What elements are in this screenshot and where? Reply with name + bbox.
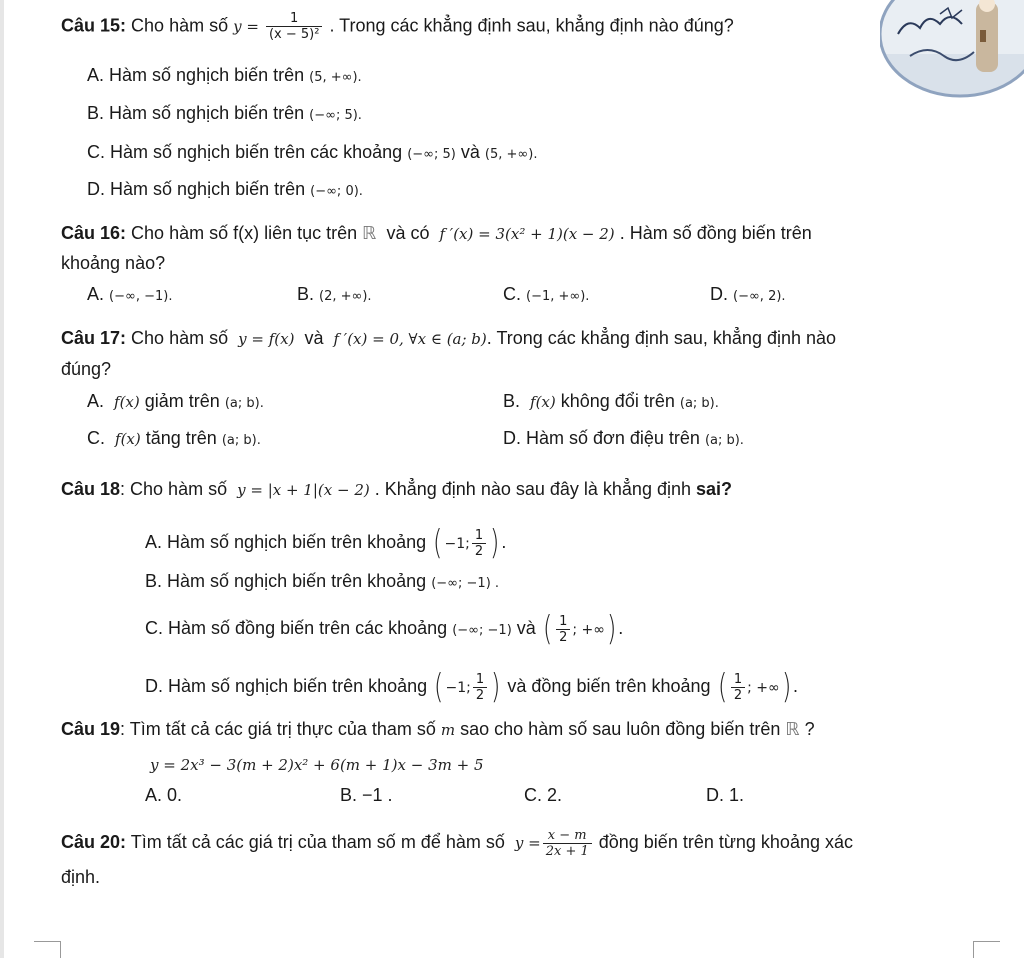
q20-func-fraction: [543, 828, 592, 859]
q18-option-a-num: 1: [474, 527, 484, 543]
q18-option-a-frac: [472, 528, 486, 559]
q18-option-c-right: ; +∞: [572, 622, 605, 638]
q19-intro: : Tìm tất cả các giá trị thực của tham số: [120, 719, 436, 739]
q18-option-c-rparen: ): [606, 609, 617, 650]
q20-func-lhs: y =: [514, 834, 541, 852]
q15-option-a: [87, 64, 362, 89]
q19-option-d: D. 1.: [706, 785, 745, 805]
q17-option-d-text: Hàm số đơn điệu trên: [526, 428, 700, 448]
q18-option-c-math: (−∞; −1): [452, 623, 512, 638]
q18-option-d-label: D.: [145, 676, 163, 696]
q17-stem: [61, 327, 836, 350]
q18-label: Câu 18: [61, 479, 121, 499]
q20-stem-line2: định.: [61, 867, 101, 887]
q18-option-a-text: Hàm số nghịch biến trên khoảng: [167, 532, 427, 552]
q18-option-c-lparen: (: [542, 609, 553, 650]
q19-option-b: B. −1 .: [340, 785, 393, 805]
q18-option-d-rparen2: ): [781, 667, 791, 708]
q19-stem: [61, 718, 815, 741]
q16-option-b-math: (2, +∞).: [319, 289, 372, 304]
q17-option-a-math: (a; b).: [224, 396, 264, 411]
q16-option-a-math: (−∞, −1).: [109, 289, 173, 304]
page-corner-mark-right: [973, 941, 1000, 958]
q16-stem: [61, 222, 812, 245]
q18-option-c-label: C.: [145, 618, 163, 638]
q15-option-c: [87, 141, 537, 166]
q17-option-c-math: (a; b).: [221, 433, 261, 448]
q17-label: Câu 17:: [61, 328, 127, 348]
q20-label: Câu 20:: [61, 832, 127, 852]
q18-option-c-text: Hàm số đồng biến trên các khoảng: [168, 618, 448, 638]
q18-option-d-left: −1;: [445, 680, 471, 696]
q16-option-c-label: C.: [503, 284, 521, 304]
q17-option-a-label: A.: [87, 391, 105, 411]
q18-option-b-text: Hàm số nghịch biến trên khoảng: [167, 571, 427, 591]
q20-intro: Tìm tất cả các giá trị của tham số m để hàm số: [130, 832, 505, 852]
q19-option-c: C. 2.: [524, 785, 563, 805]
q16-derivative: f ′(x) = 3(x² + 1)(x − 2): [439, 225, 615, 243]
q18-option-d-frac: [473, 672, 487, 703]
q18-option-d-mid: và đồng biến trên khoảng: [507, 676, 711, 696]
q16-option-a: [87, 283, 172, 308]
q15-question: . Trong các khẳng định sau, khẳng định nào đúng?: [329, 15, 734, 36]
q17-option-c-label: C.: [87, 428, 105, 448]
q18-option-d-den2: 2: [731, 687, 745, 703]
q17-option-b-math: (a; b).: [679, 396, 719, 411]
q15-option-a-math: (5, +∞).: [309, 70, 362, 85]
q19-option-a: A. 0.: [145, 785, 183, 805]
q18-sai: sai: [696, 479, 722, 499]
q16-option-c: [503, 283, 589, 308]
q15-option-c-math1: (−∞; 5): [407, 147, 456, 162]
q18-option-d-lparen: (: [434, 667, 444, 708]
q16-option-d: [710, 283, 786, 308]
q19-qmark: ?: [804, 719, 815, 739]
q15-option-c-math2: (5, +∞).: [484, 147, 538, 162]
q17-option-d-label: D.: [503, 428, 521, 448]
sticker-image: [880, 0, 1024, 98]
q16-option-c-math: (−1, +∞).: [526, 289, 590, 304]
q18-option-c-end: .: [618, 618, 624, 638]
q15-option-c-and: và: [460, 142, 480, 162]
q17-option-b-fx: f(x): [530, 393, 556, 411]
q16-option-a-label: A.: [87, 284, 105, 304]
q16-and-has: và có: [386, 223, 430, 243]
q18-option-c-num: 1: [559, 613, 568, 629]
q18-option-c: [145, 608, 623, 651]
page-corner-mark-left: [34, 941, 61, 958]
q15-option-d-math: (−∞; 0).: [310, 184, 363, 199]
q17-option-c-fx: f(x): [115, 430, 141, 448]
q17-option-a-text: giảm trên: [144, 391, 220, 411]
q17-option-c-text: tăng trên: [145, 428, 217, 448]
q17-option-d: [503, 427, 744, 452]
q16-question: . Hàm số đồng biến trên: [619, 223, 812, 243]
q18-option-a-den: 2: [472, 543, 486, 559]
q19-label: Câu 19: [61, 719, 121, 739]
q18-func: y = |x + 1|(x − 2): [237, 481, 370, 499]
q18-option-a-left: −1;: [444, 536, 470, 552]
q17-option-c: [87, 427, 261, 452]
q15-func-lhs: y =: [233, 17, 259, 36]
q15-option-d: [87, 178, 363, 203]
q16-stem-line2: khoảng nào?: [61, 253, 166, 273]
q15-option-b-label: B.: [87, 103, 105, 123]
q15-option-b-text: Hàm số nghịch biến trên: [109, 103, 305, 123]
q18-intro: : Cho hàm số: [120, 479, 228, 499]
q16-label: Câu 16:: [61, 223, 127, 243]
q18-option-d-text: Hàm số nghịch biến trên khoảng: [168, 676, 428, 696]
q16-option-b: [297, 283, 372, 308]
q18-option-b-math: (−∞; −1) .: [431, 576, 500, 591]
q20-stem: [61, 822, 853, 863]
q17-intro: Cho hàm số: [131, 328, 229, 348]
page-left-edge: [0, 0, 4, 958]
q15-option-a-label: A.: [87, 65, 105, 85]
q18-option-b: [145, 570, 499, 595]
q15-func-fraction: [266, 11, 322, 42]
q16-reals: ℝ: [362, 223, 377, 243]
q18-option-d-frac2: [731, 672, 745, 703]
q19-function: [150, 753, 484, 776]
q18-option-d-num2: 1: [733, 671, 743, 687]
q18-option-a-rparen: ): [490, 523, 500, 564]
q15-option-c-label: C.: [87, 142, 105, 162]
q17-stem-line2: đúng?: [61, 359, 112, 379]
q15-func-numerator: 1: [290, 11, 299, 26]
q16-option-b-label: B.: [297, 284, 315, 304]
q18-option-c-den: 2: [556, 629, 570, 645]
q18-option-d: [145, 666, 798, 708]
q18-option-d-num: 1: [475, 671, 485, 687]
q17-option-d-math: (a; b).: [704, 433, 744, 448]
q18-option-d-den: 2: [473, 687, 487, 703]
q18-question: . Khẳng định nào sau đây là khẳng định: [374, 479, 691, 499]
q17-option-a: [87, 390, 264, 415]
q18-option-d-right: ; +∞: [747, 680, 780, 696]
q15-option-d-label: D.: [87, 179, 105, 199]
q16-option-d-math: (−∞, 2).: [733, 289, 786, 304]
q16-intro: Cho hàm số f(x) liên tục trên: [131, 223, 358, 243]
q15-stem: [61, 11, 734, 42]
q17-question: . Trong các khẳng định sau, khẳng định nào: [486, 328, 837, 348]
q18-qmark: ?: [721, 479, 733, 499]
q15-option-c-text: Hàm số nghịch biến trên các khoảng: [110, 142, 403, 162]
q18-option-c-and: và: [516, 618, 536, 638]
q15-func-denominator: (x − 5)²: [266, 26, 322, 42]
q16-option-d-label: D.: [710, 284, 728, 304]
q17-option-b-text: không đổi trên: [560, 391, 675, 411]
q20-question: đồng biến trên từng khoảng xác: [598, 832, 853, 852]
q17-func: y = f(x): [238, 330, 295, 348]
q15-intro: Cho hàm số: [131, 15, 229, 36]
q18-option-b-label: B.: [145, 571, 163, 591]
q17-condition: f ′(x) = 0, ∀x ∈ (a; b): [333, 330, 487, 348]
q17-and: và: [304, 328, 324, 348]
q18-option-d-end: .: [792, 676, 798, 696]
q20-func-denominator: 2x + 1: [543, 843, 592, 859]
q18-option-a-label: A.: [145, 532, 163, 552]
q17-option-a-fx: f(x): [114, 393, 140, 411]
q15-option-a-text: Hàm số nghịch biến trên: [109, 65, 305, 85]
q19-param: m: [440, 721, 456, 739]
q15-label: Câu 15:: [61, 15, 127, 36]
q18-option-a-end: .: [501, 532, 507, 552]
q17-option-b: [503, 390, 719, 415]
q18-option-c-frac: [556, 614, 570, 645]
q19-question: sao cho hàm số sau luôn đồng biến trên: [460, 719, 781, 739]
q19-reals: ℝ: [785, 719, 800, 739]
q18-option-d-rparen: ): [491, 667, 501, 708]
q18-stem: [61, 478, 732, 501]
q18-option-d-lparen2: (: [717, 667, 727, 708]
q18-option-a: [145, 522, 506, 564]
q15-option-b: [87, 102, 362, 127]
q15-option-b-math: (−∞; 5).: [309, 108, 362, 123]
q17-option-b-label: B.: [503, 391, 521, 411]
q15-option-d-text: Hàm số nghịch biến trên: [110, 179, 306, 199]
q18-option-a-lparen: (: [433, 523, 443, 564]
q20-func-numerator: x − m: [547, 827, 587, 843]
q19-func: y = 2x³ − 3(m + 2)x² + 6(m + 1)x − 3m + 5: [150, 756, 484, 774]
